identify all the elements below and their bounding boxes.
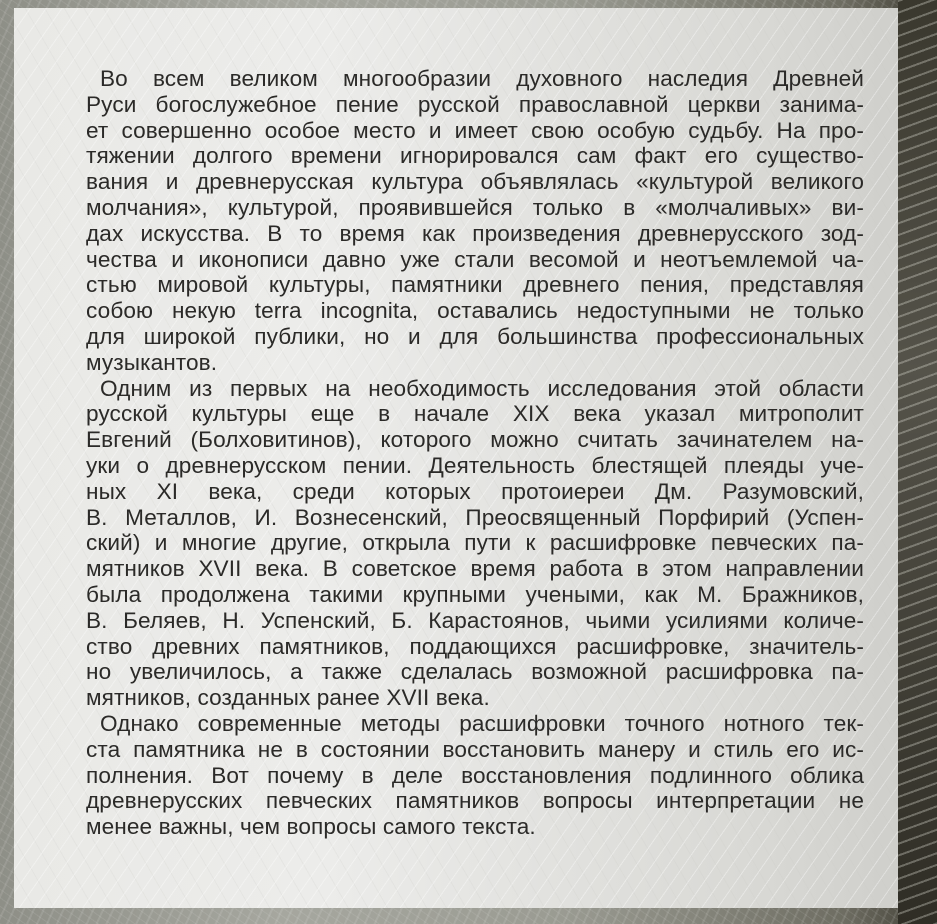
- text-line: тяжении долгого времени игнорировался сам факт его существо-: [86, 143, 864, 169]
- text-line: стью мировой культуры, памятники древнего пения, представляя: [86, 272, 864, 298]
- text-line: ста памятника не в состоянии восстановить манеру и стиль его ис-: [86, 736, 864, 762]
- text-line: ство древних памятников, поддающихся расшифровке, значитель-: [86, 633, 864, 659]
- text-line: дах искусства. В то время как произведения древнерусского зод-: [86, 220, 864, 246]
- text-line: молчания», культурой, проявившейся только в «молчаливых» ви-: [86, 194, 864, 220]
- text-line: Руси богослужебное пение русской православной церкви занима-: [86, 91, 864, 117]
- text-line: чества и иконописи давно уже стали весомой и неотъемлемой ча-: [86, 246, 864, 272]
- text-line: ных XI века, среди которых протоиереи Дм. Разумовский,: [86, 478, 864, 504]
- text-line: но увеличилось, а также сделалась возможной расшифровка па-: [86, 659, 864, 685]
- text-line: В. Металлов, И. Вознесенский, Преосвященный Порфирий (Успен-: [86, 504, 864, 530]
- text-line: мятников, созданных ранее XVII века.: [86, 685, 490, 711]
- text-line: для широкой публики, но и для большинства профессиональных: [86, 323, 864, 349]
- paragraph-1: [86, 66, 864, 376]
- text-line: менее важны, чем вопросы самого текста.: [86, 814, 536, 840]
- text-panel: [14, 8, 898, 908]
- text-line: Однако современные методы расшифровки точного нотного тек-: [100, 710, 864, 736]
- text-line: собою некую terra incognita, оставались недоступными не только: [86, 298, 864, 324]
- text-line: В. Беляев, Н. Успенский, Б. Карастоянов, чьими усилиями количе-: [86, 607, 864, 633]
- text-line: ет совершенно особое место и имеет свою особую судьбу. На про-: [86, 117, 864, 143]
- text-line: вания и древнерусская культура объявлялась «культурой великого: [86, 169, 864, 195]
- background-photo-strip: [898, 0, 937, 924]
- text-line: Во всем великом многообразии духовного наследия Древней: [100, 66, 864, 91]
- paragraph-3: [86, 711, 864, 840]
- text-line: музыкантов.: [86, 349, 218, 375]
- text-line: Одним из первых на необходимость исследования этой области: [100, 375, 864, 401]
- paragraph-2: [86, 376, 864, 711]
- text-line: уки о древнерусском пении. Деятельность блестящей плеяды уче-: [86, 452, 864, 478]
- text-line: ский) и многие другие, открыла пути к расшифровке певческих па-: [86, 530, 864, 556]
- text-line: была продолжена такими крупными учеными, как М. Бражников,: [86, 581, 864, 607]
- text-line: русской культуры еще в начале XIX века указал митрополит: [86, 401, 864, 427]
- text-line: полнения. Вот почему в деле восстановления подлинного облика: [86, 762, 864, 788]
- text-line: древнерусских певческих памятников вопросы интерпретации не: [86, 788, 864, 814]
- article-body: [86, 66, 864, 840]
- text-line: Евгений (Болховитинов), которого можно считать зачинателем на-: [86, 427, 864, 453]
- text-line: мятников XVII века. В советское время работа в этом направлении: [86, 556, 864, 582]
